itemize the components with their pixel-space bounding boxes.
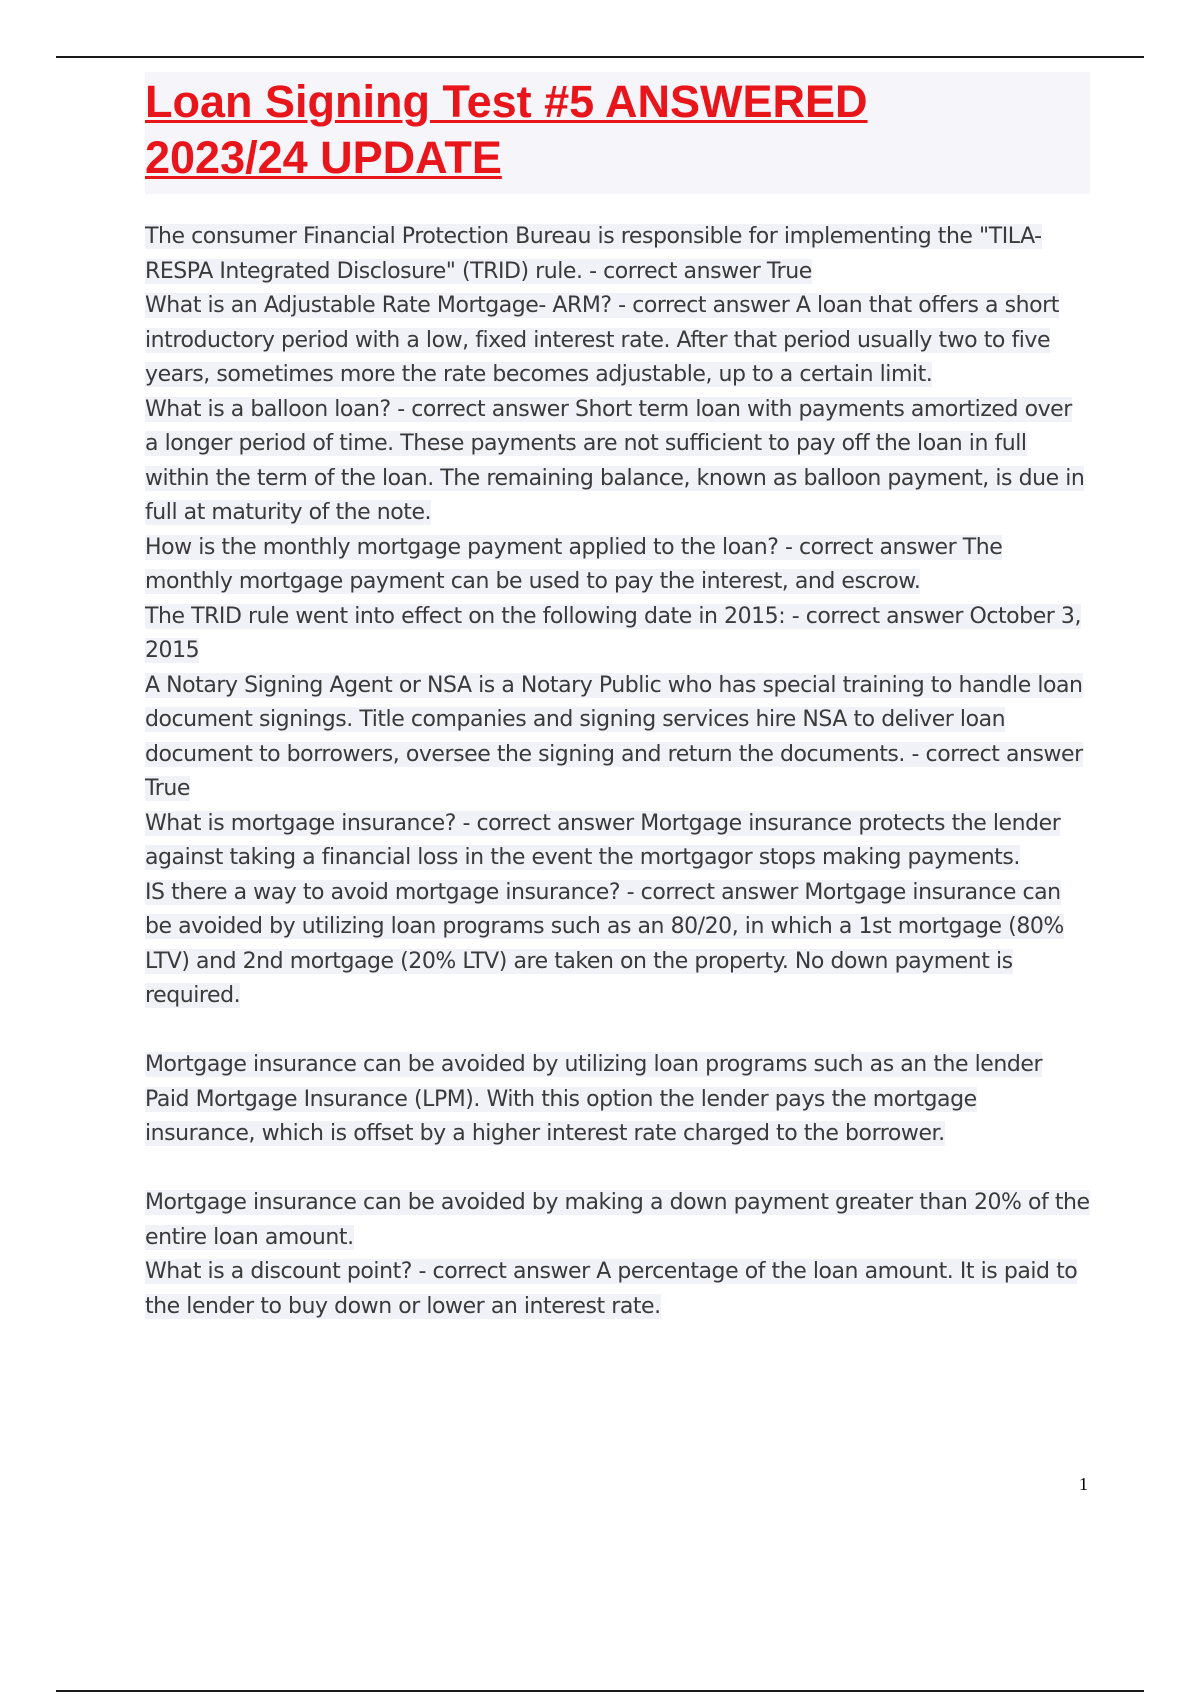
bottom-rule xyxy=(56,1690,1144,1692)
title-line-2: 2023/24 UPDATE xyxy=(145,132,502,183)
qa-entry-nsa: A Notary Signing Agent or NSA is a Notary Public who has special training to handle loan document signings. Title companies and signing services hire NSA to deliver loan document to borrowers, oversee the signing and return the documents. - correct answer True xyxy=(145,672,1083,801)
title-block xyxy=(145,72,1090,194)
page-number: 1 xyxy=(1079,1474,1088,1494)
qa-entry-monthly-payment: How is the monthly mortgage payment applied to the loan? - correct answer The monthly mortgage payment can be used to pay the interest, and escrow. xyxy=(145,534,1003,594)
document-page xyxy=(145,72,1090,1324)
continuation-paragraph-down-payment: Mortgage insurance can be avoided by making a down payment greater than 20% of the entire loan amount. xyxy=(145,1190,1090,1250)
paragraph-gap xyxy=(145,1014,1090,1049)
title-line-1: Loan Signing Test #5 ANSWERED xyxy=(145,76,868,127)
qa-entry-arm: What is an Adjustable Rate Mortgage- ARM? - correct answer A loan that offers a short introductory period with a low, fixed interest rate. After that period usually two to five years, sometimes more the rate becomes adjustable, up to a certain limit. xyxy=(145,293,1059,387)
continuation-paragraph-lpm: Mortgage insurance can be avoided by utilizing loan programs such as an the lender Paid Mortgage Insurance (LPM). With this option the lender pays the mortgage insurance, which is offset by a higher interest rate charged to the borrower. xyxy=(145,1052,1043,1146)
qa-entry-trid-date: The TRID rule went into effect on the following date in 2015: - correct answer October 3, 2015 xyxy=(145,603,1082,663)
top-rule xyxy=(56,56,1144,58)
qa-list xyxy=(145,220,1090,1324)
qa-entry-mortgage-insurance: What is mortgage insurance? - correct answer Mortgage insurance protects the lender against taking a financial loss in the event the mortgagor stops making payments. xyxy=(145,810,1061,870)
qa-entry-cfpb: The consumer Financial Protection Bureau is responsible for implementing the "TILA- RESPA Integrated Disclosure" (TRID) rule. - correct answer True xyxy=(145,224,1042,284)
qa-entry-discount-point: What is a discount point? - correct answer A percentage of the loan amount. It is paid to the lender to buy down or lower an interest rate. xyxy=(145,1259,1078,1319)
qa-entry-balloon-loan: What is a balloon loan? - correct answer Short term loan with payments amortized over a longer period of time. These payments are not sufficient to pay off the loan in full within the term of the loan. The remaining balance, known as balloon payment, is due in full at maturity of the note. xyxy=(145,396,1085,525)
paragraph-gap xyxy=(145,1152,1090,1187)
document-title xyxy=(145,74,1090,186)
qa-entry-avoid-mi: IS there a way to avoid mortgage insurance? - correct answer Mortgage insurance can be avoided by utilizing loan programs such as an 80/20, in which a 1st mortgage (80% LTV) and 2nd mortgage (20% LTV) are taken on the property. No down payment is required. xyxy=(145,879,1064,1008)
